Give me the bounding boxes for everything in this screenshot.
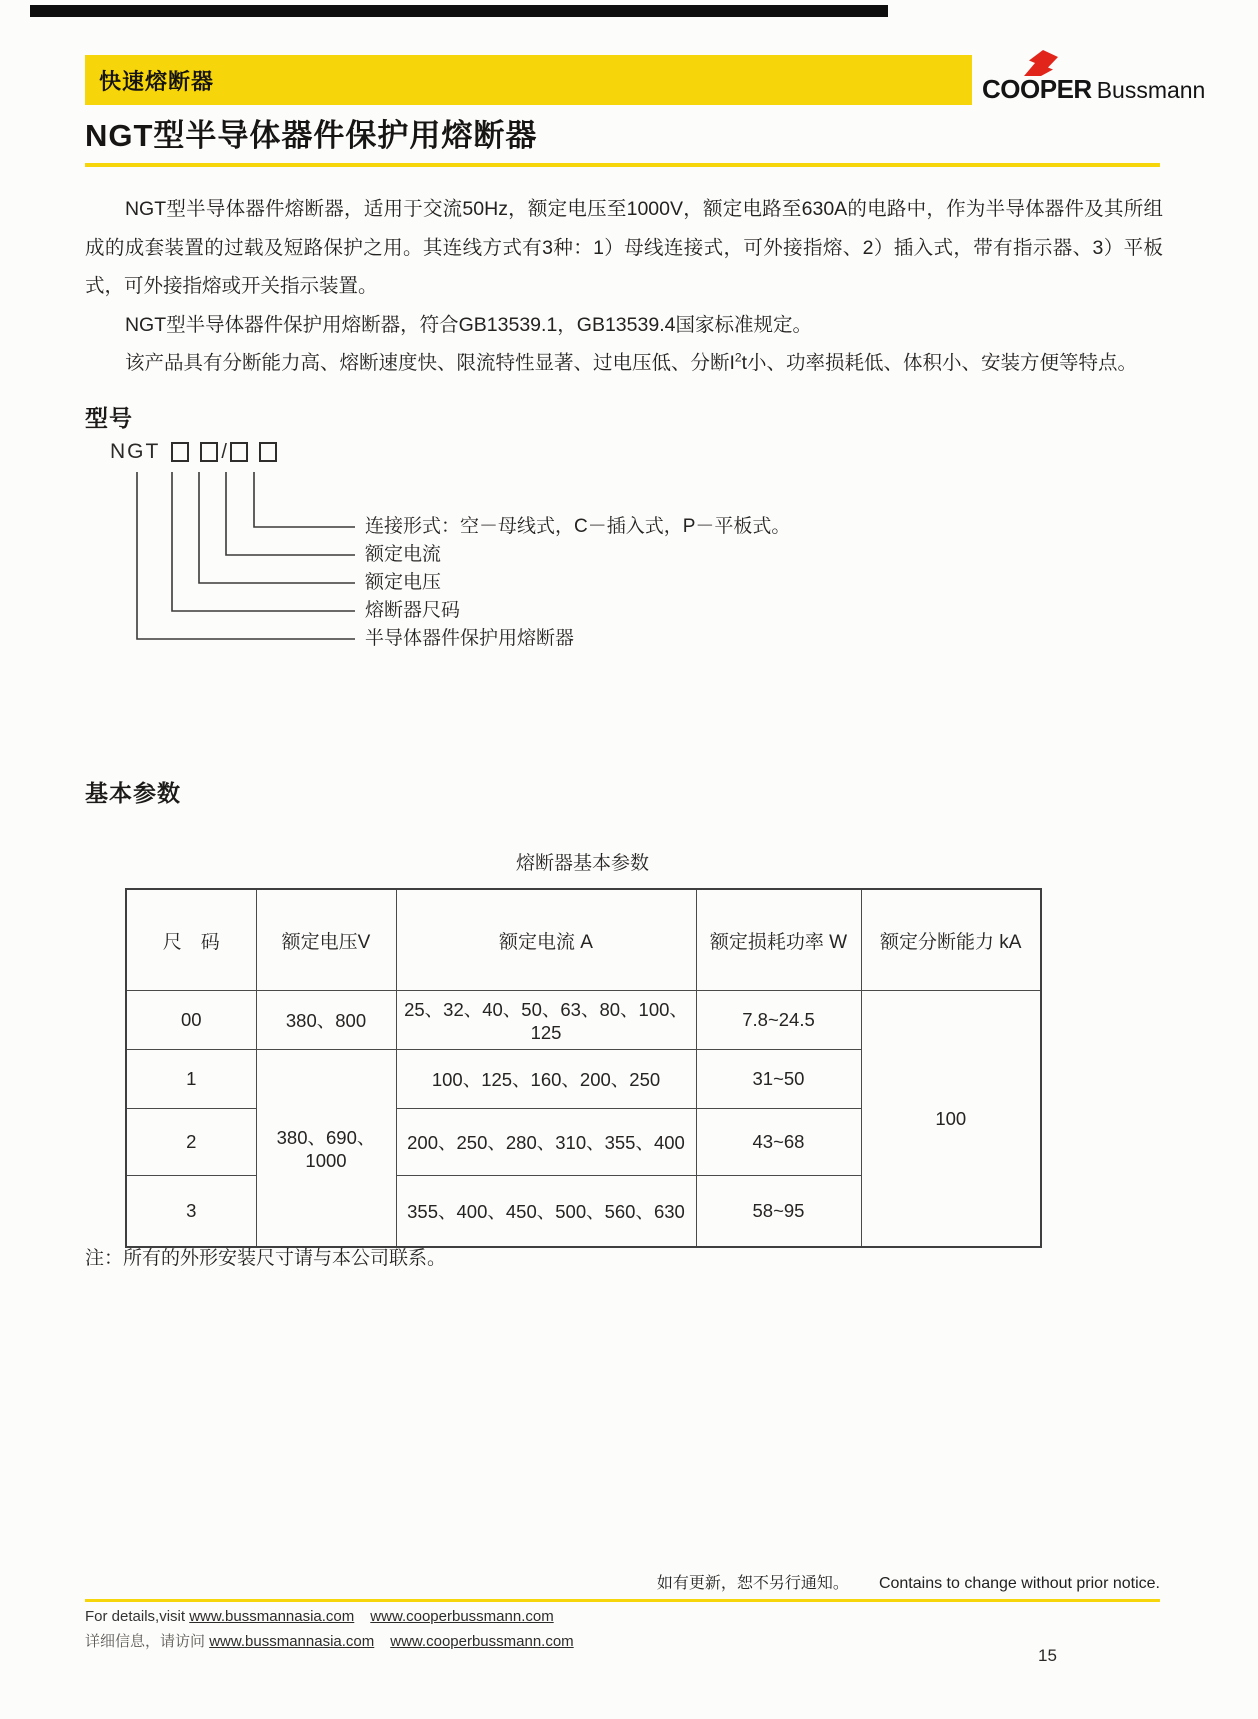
change-notice-en: Contains to change without prior notice. bbox=[878, 1575, 1160, 1592]
diagram-label-size-code: 熔断器尺码 bbox=[365, 600, 461, 621]
link-cooperbussmann[interactable]: www.cooperbussmann.com bbox=[370, 1608, 554, 1625]
diagram-lines bbox=[85, 438, 1165, 658]
cell-current: 100、125、160、200、250 bbox=[396, 1050, 696, 1109]
title-underline bbox=[85, 163, 1160, 167]
page-title: NGT型半导体器件保护用熔断器 bbox=[85, 118, 538, 153]
model-section-heading: 型号 bbox=[85, 405, 133, 431]
footer-links-zh bbox=[85, 1630, 590, 1651]
model-code bbox=[110, 440, 277, 464]
footer-links-en bbox=[85, 1608, 570, 1625]
intro-text bbox=[85, 190, 1163, 383]
intro-paragraph-3 bbox=[85, 344, 1163, 383]
brand-wordmark bbox=[982, 74, 1205, 105]
model-digit-box bbox=[200, 442, 218, 462]
diagram-label-fuse-type: 半导体器件保护用熔断器 bbox=[365, 628, 575, 649]
parameters-table bbox=[125, 888, 1042, 1248]
page-number: 15 bbox=[1038, 1646, 1057, 1665]
cell-size: 2 bbox=[126, 1109, 256, 1176]
cell-size: 3 bbox=[126, 1176, 256, 1248]
model-digit-box bbox=[171, 442, 189, 462]
intro-paragraph-1: NGT型半导体器件熔断器，适用于交流50Hz，额定电压至1000V，额定电路至630A的电路中，作为半导体器件及其所组成的成套装置的过载及短路保护之用。其连线方式有3种：1）母线连接式，可外接指熔、2）插入式，带有指示器、3）平板式，可外接指熔或开关指示装置。 bbox=[85, 198, 1163, 297]
diagram-label-rated-current: 额定电流 bbox=[365, 544, 442, 565]
table-caption: 熔断器基本参数 bbox=[515, 853, 649, 874]
cell-power: 58~95 bbox=[696, 1176, 861, 1248]
model-slash: / bbox=[221, 440, 227, 463]
diagram-label-connection: 连接形式：空－母线式，C－插入式，P－平板式。 bbox=[365, 516, 791, 537]
brand-logo bbox=[982, 50, 1206, 105]
cell-voltage-merged: 380、690、1000 bbox=[256, 1050, 396, 1248]
change-notice-zh: 如有更新，恕不另行通知。 bbox=[656, 1575, 849, 1592]
category-label: 快速熔断器 bbox=[99, 68, 215, 94]
brand-bussmann: Bussmann bbox=[1096, 77, 1206, 103]
intro-paragraph-2: NGT型半导体器件保护用熔断器，符合GB13539.1，GB13539.4国家标准规定。 bbox=[124, 313, 812, 336]
col-header-voltage: 额定电压V bbox=[256, 889, 396, 991]
intro-paragraph-3-text: 该产品具有分断能力高、熔断速度快、限流特性显著、过电压低、分断I bbox=[124, 352, 735, 374]
table-note: 注：所有的外形安装尺寸请与本公司联系。 bbox=[85, 1248, 447, 1269]
link-cooperbussmann[interactable]: www.cooperbussmann.com bbox=[390, 1633, 574, 1650]
col-header-size: 尺 码 bbox=[126, 889, 256, 991]
brand-cooper: COOPER bbox=[982, 74, 1092, 104]
change-notice bbox=[85, 1570, 1160, 1593]
cell-current: 355、400、450、500、560、630 bbox=[396, 1176, 696, 1248]
footer-rule bbox=[85, 1599, 1160, 1602]
model-digit-box bbox=[230, 442, 248, 462]
cell-size: 00 bbox=[126, 991, 256, 1050]
model-code-diagram bbox=[85, 438, 1165, 658]
col-header-breaking: 额定分断能力 kA bbox=[861, 889, 1041, 991]
category-bar bbox=[85, 55, 972, 105]
model-prefix: NGT bbox=[110, 440, 161, 463]
cell-voltage: 380、800 bbox=[256, 991, 396, 1050]
diagram-label-rated-voltage: 额定电压 bbox=[365, 572, 442, 593]
i2t-superscript: 2 bbox=[734, 350, 742, 365]
cell-current: 200、250、280、310、355、400 bbox=[396, 1109, 696, 1176]
col-header-current: 额定电流 A bbox=[396, 889, 696, 991]
col-header-power: 额定损耗功率 W bbox=[696, 889, 861, 991]
cell-power: 43~68 bbox=[696, 1109, 861, 1176]
model-digit-box bbox=[259, 442, 277, 462]
cell-current: 25、32、40、50、63、80、100、125 bbox=[396, 991, 696, 1050]
link-bussmannasia[interactable]: www.bussmannasia.com bbox=[209, 1633, 375, 1650]
cell-power: 31~50 bbox=[696, 1050, 861, 1109]
link-bussmannasia[interactable]: www.bussmannasia.com bbox=[189, 1608, 355, 1625]
details-label-en: For details,visit bbox=[85, 1608, 186, 1625]
table-header-row bbox=[126, 889, 1041, 991]
table-row bbox=[126, 991, 1041, 1050]
cell-size: 1 bbox=[126, 1050, 256, 1109]
cell-power: 7.8~24.5 bbox=[696, 991, 861, 1050]
params-section-heading: 基本参数 bbox=[85, 780, 181, 806]
scan-edge-bar bbox=[30, 5, 888, 17]
intro-paragraph-3-tail: t小、功率损耗低、体积小、安装方便等特点。 bbox=[741, 352, 1137, 374]
cell-breaking-capacity: 100 bbox=[861, 991, 1041, 1248]
details-label-zh: 详细信息，请访问 bbox=[85, 1633, 206, 1650]
